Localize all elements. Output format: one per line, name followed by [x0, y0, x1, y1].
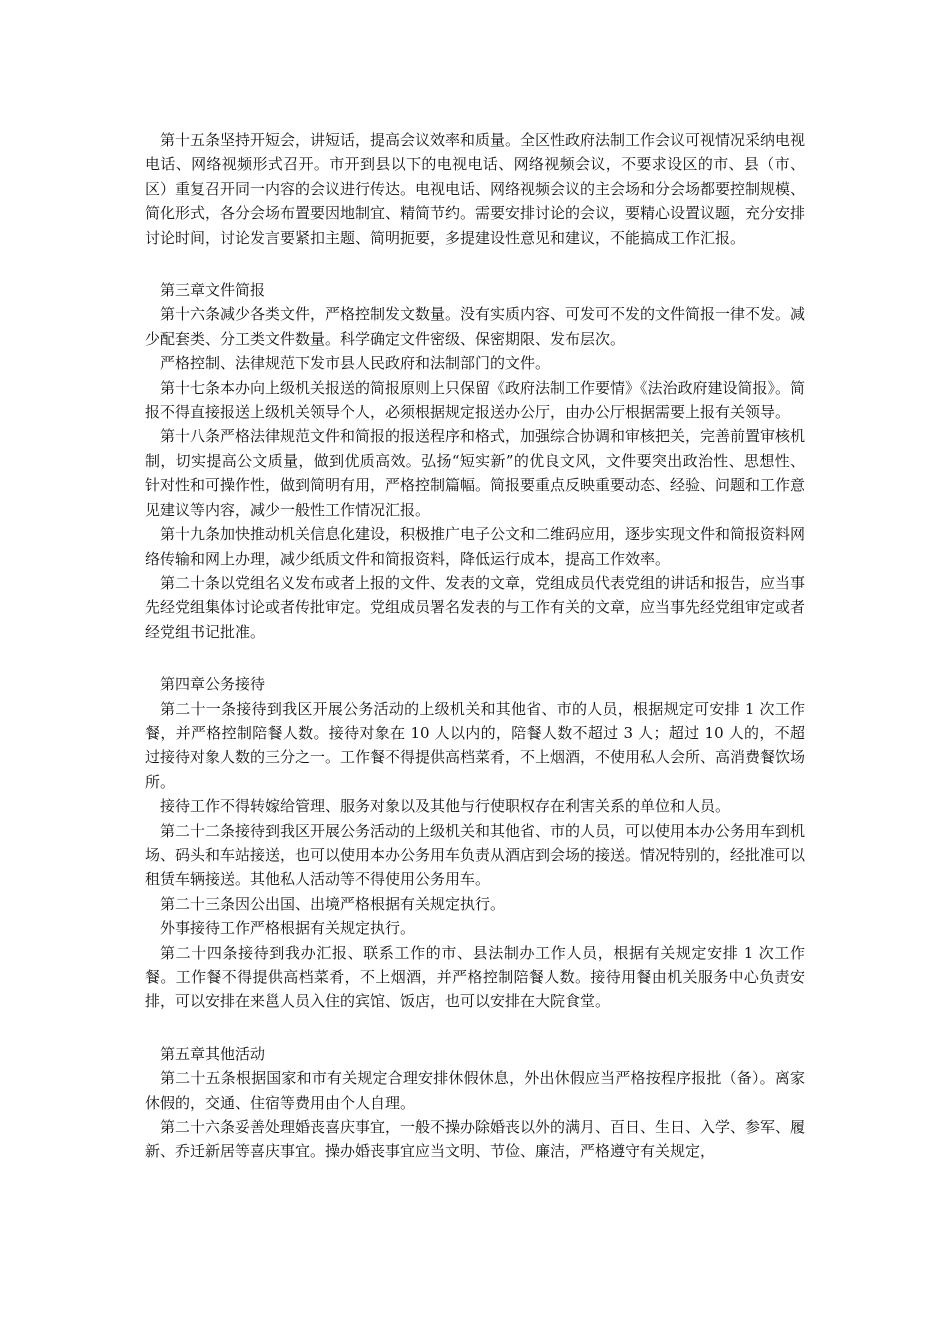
chapter-4-heading: 第四章公务接待: [160, 675, 266, 694]
article-23-continuation: 外事接待工作严格根据有关规定执行。: [160, 919, 416, 938]
chapter-5-heading: 第五章其他活动: [160, 1044, 266, 1063]
section-gap: [145, 1014, 805, 1042]
article-21-paragraph: 第二十一条接待到我区开展公务活动的上级机关和其他省、市的人员，根据规定可安排 1 次工作餐，并严格控制陪餐人数。接待对象在 10 人以内的，陪餐人数不超过 3 人；超过 10 人的，不超过接待对象人数的三分之一。工作餐不得提供高档菜肴，不上烟酒，不使用私人会所、高消费餐饮场所。: [145, 699, 806, 791]
chapter-3-heading: 第三章文件简报: [160, 281, 266, 300]
section-chapter-3: [145, 278, 805, 644]
section-chapter-5: [145, 1042, 805, 1164]
article-23-paragraph: 第二十三条因公出国、出境严格根据有关规定执行。: [160, 894, 506, 913]
article-18-paragraph: 第十八条严格法律规范文件和简报的报送程序和格式，加强综合协调和审核把关，完善前置审核机制，切实提高公文质量，做到优质高效。弘扬“短实新”的优良文风，文件要突出政治性、思想性、针对性和可操作性，做到简明有用，严格控制篇幅。简报要重点反映重要动态、经验、问题和工作意见建议等内容，减少一般性工作情况汇报。: [145, 427, 806, 519]
article-26-paragraph: 第二十六条妥善处理婚丧喜庆事宜，一般不操办除婚丧以外的满月、百日、生日、入学、参军、履新、乔迁新居等喜庆事宜。操办婚丧事宜应当文明、节俭、廉洁，严格遵守有关规定，: [145, 1118, 806, 1161]
article-16-continuation: 严格控制、法律规范下发市县人民政府和法制部门的文件。: [160, 354, 551, 373]
article-22-paragraph: 第二十二条接待到我区开展公务活动的上级机关和其他省、市的人员，可以使用本办公务用车到机场、码头和车站接送，也可以使用本办公务用车负责从酒店到会场的接送。情况特别的，经批准可以租赁车辆接送。其他私人活动等不得使用公务用车。: [145, 821, 806, 889]
document-page: [145, 128, 805, 1164]
article-16-paragraph: 第十六条减少各类文件，严格控制发文数量。没有实质内容、可发可不发的文件简报一律不发。减少配套类、分工类文件数量。科学确定文件密级、保密期限、发布层次。: [145, 305, 806, 348]
section-gap: [145, 250, 805, 278]
article-19-paragraph: 第十九条加快推动机关信息化建设，积极推广电子公文和二维码应用，逐步实现文件和简报资料网络传输和网上办理，减少纸质文件和简报资料，降低运行成本，提高工作效率。: [145, 525, 806, 568]
article-15-paragraph: 第十五条坚持开短会，讲短话，提高会议效率和质量。全区性政府法制工作会议可视情况采纳电视电话、网络视频形式召开。市开到县以下的电视电话、网络视频会议，不要求设区的市、县（市、区）重复召开同一内容的会议进行传达。电视电话、网络视频会议的主会场和分会场都要控制规模、简化形式，各分会场布置要因地制宜、精简节约。需要安排讨论的会议，要精心设置议题，充分安排讨论时间，讨论发言要紧扣主题、简明扼要，多提建设性意见和建议，不能搞成工作汇报。: [145, 131, 806, 247]
article-21-continuation: 接待工作不得转嫁给管理、服务对象以及其他与行使职权存在利害关系的单位和人员。: [160, 797, 731, 816]
section-meetings: [145, 128, 805, 250]
article-17-paragraph: 第十七条本办向上级机关报送的简报原则上只保留《政府法制工作要情》《法治政府建设简报》。简报不得直接报送上级机关领导个人，必须根据规定报送办公厅，由办公厅根据需要上报有关领导。: [145, 378, 806, 422]
article-20-paragraph: 第二十条以党组名义发布或者上报的文件、发表的文章，党组成员代表党组的讲话和报告，应当事先经党组集体讨论或者传批审定。党组成员署名发表的与工作有关的文章，应当事先经党组审定或者经党组书记批准。: [145, 573, 806, 641]
article-24-paragraph: 第二十四条接待到我办汇报、联系工作的市、县法制办工作人员，根据有关规定安排 1 次工作餐。工作餐不得提供高档菜肴，不上烟酒，并严格控制陪餐人数。接待用餐由机关服务中心负责安排，可以安排在来邕人员入住的宾馆、饭店，也可以安排在大院食堂。: [145, 943, 805, 1011]
article-25-paragraph: 第二十五条根据国家和市有关规定合理安排休假休息，外出休假应当严格按程序报批（备）。离家休假的，交通、住宿等费用由个人自理。: [145, 1069, 805, 1112]
section-chapter-4: [145, 672, 805, 1014]
section-gap: [145, 644, 805, 672]
